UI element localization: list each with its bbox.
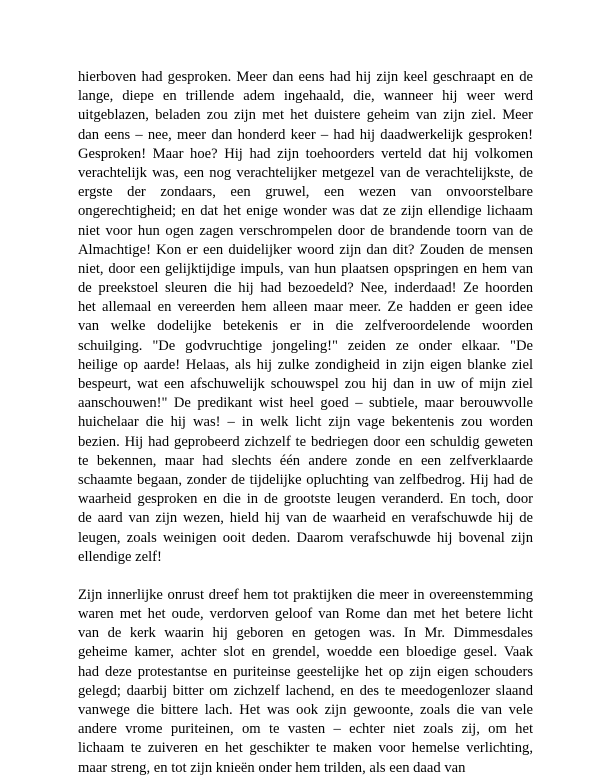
text-line: lange, diepe en trillende adem ingehaald, die, wanneer hij weer werd xyxy=(78,88,533,105)
text-line: te bekennen, maar had slechts één andere zonde en een zelfverklaarde xyxy=(78,452,533,469)
text-line: aanschouwen!" De predikant wist heel goed – subtiele, maar berouwvolle xyxy=(78,395,533,412)
text-line: geheime kamer, achter slot en grendel, woedde een bloedige gesel. Vaak xyxy=(78,644,533,661)
text-line: leugen, zoals weinigen ooit deden. Daarom verafschuwde hij bovenal zijn xyxy=(78,529,533,546)
text-line: bezien. Hij had geprobeerd zichzelf te bedriegen door een schuldig geweten xyxy=(78,433,533,450)
text-line: niet voor hun ogen zagen verschrompelen door de brandende toorn van de xyxy=(78,222,533,239)
text-line: huichelaar die hij was! – in welk licht zijn vage bekentenis zou worden xyxy=(78,414,533,431)
text-line: waarheid gesproken en die in de grootste leugen veranderd. En toch, door xyxy=(78,491,533,508)
text-line: ergste der zondaars, een gruwel, een wezen van onvoorstelbare xyxy=(78,184,533,201)
text-line: ongerechtigheid; en dat het enige wonder was dat ze zijn ellendige lichaam xyxy=(78,203,533,220)
text-line: Almachtige! Kon er een duidelijker woord zijn dan dit? Zouden de mensen xyxy=(78,241,533,258)
text-line: niet, door een gelijktijdige impuls, van hun plaatsen opspringen en hem van xyxy=(78,260,533,277)
text-line: ellendige zelf! xyxy=(78,548,162,565)
document-page xyxy=(78,68,533,778)
text-line: had deze protestantse en puriteinse geestelijke het op zijn eigen schouders xyxy=(78,663,533,680)
text-line: uitgeblazen, beladen zou zijn met het duistere geheim van zijn ziel. Meer xyxy=(78,107,533,124)
text-line: van de kerk waarin hij geboren en getogen was. In Mr. Dimmesdales xyxy=(78,625,533,642)
text-line: dan eens – nee, meer dan honderd keer – had hij daadwerkelijk gesproken! xyxy=(78,126,533,143)
text-line: schaamte begaan, zonder de tijdelijke opluchting van zelfbedrog. Hij had de xyxy=(78,471,533,488)
text-line: andere vrome puriteinen, om te vasten – echter niet zoals zij, om het xyxy=(78,721,533,738)
text-line: verachtelijk was, een nog verachtelijker metgezel van de verachtelijkste, de xyxy=(78,164,533,181)
text-line: waren met het oude, verdorven geloof van Rome dan met het betere licht xyxy=(78,606,533,623)
text-line: heilige op aarde! Helaas, als hij zulke zondigheid in zijn eigen blanke ziel xyxy=(78,356,533,373)
text-line: schuilging. "De godvruchtige jongeling!" zeiden ze onder elkaar. "De xyxy=(78,337,533,354)
text-line: vanwege die bittere lach. Het was ook zijn gewoonte, zoals die van vele xyxy=(78,702,533,718)
paragraph-2 xyxy=(78,586,533,778)
text-line: hierboven had gesproken. Meer dan eens had hij zijn keel geschraapt en de xyxy=(78,69,533,85)
text-line: maar streng, en tot zijn knieën onder hem trilden, als een daad van xyxy=(78,759,466,776)
text-line: Gesproken! Maar hoe? Hij had zijn toehoorders verteld dat hij volkomen xyxy=(78,145,533,162)
text-line: de aard van zijn wezen, hield hij van de waarheid en verafschuwde hij de xyxy=(78,510,533,527)
text-line: gelegd; daarbij bitter om zichzelf lachend, en des te meedogenlozer slaand xyxy=(78,682,533,699)
text-line: bespeurt, wat een afschuwelijk schouwspel zou hij dan in uw of mijn ziel xyxy=(78,376,533,392)
text-line: lichaam te zuiveren en het geschikter te maken voor hemelse verlichting, xyxy=(78,740,533,757)
text-line: de preekstoel sleuren die hij had bezoedeld? Nee, inderdaad! Ze hoorden xyxy=(78,280,533,297)
text-line: Zijn innerlijke onrust dreef hem tot praktijken die meer in overeenstemming xyxy=(78,586,533,603)
text-line: het allemaal en vereerden hem alleen maar meer. Ze hadden er geen idee xyxy=(78,299,533,316)
paragraph-1 xyxy=(78,68,533,567)
text-line: van welke dodelijke betekenis er in die zelfveroordelende woorden xyxy=(78,318,533,335)
